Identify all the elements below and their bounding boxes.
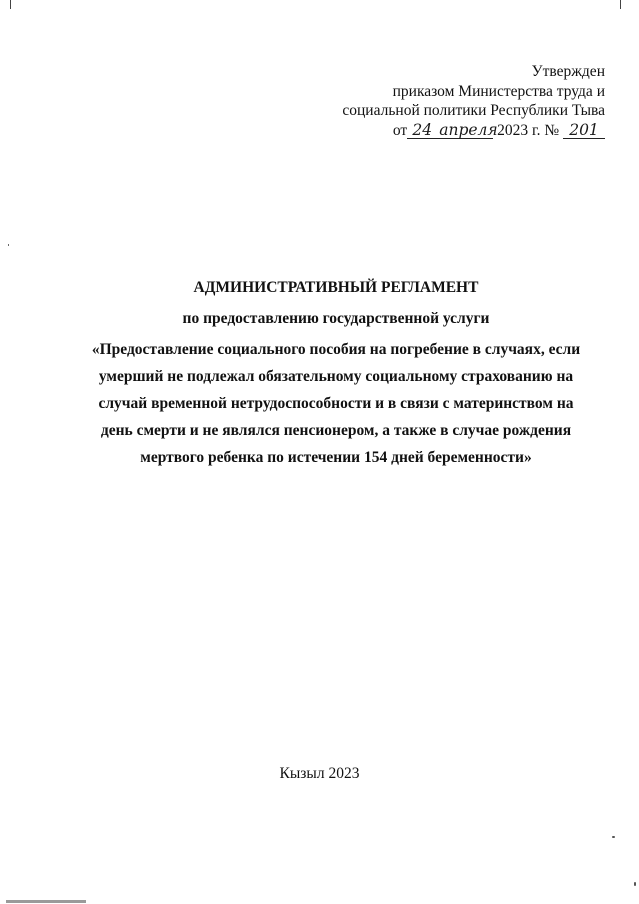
handwritten-order-number: 201 [563,122,605,139]
handwritten-month: апреля [439,120,498,139]
handwritten-day: 24 [407,122,437,139]
scan-edge-mark-bottom [6,900,86,903]
scan-speck [612,836,615,838]
approval-stamp-block [342,62,605,140]
document-subtitle: по предоставлению государственной услуги [182,310,490,327]
approval-heading: Утвержден [531,63,605,80]
scan-edge-mark-top-right [620,0,621,9]
service-name: «Предоставление социального пособия на погребение в случаях, если умерший не подлежал обязательному социальному страхованию на случай временной нетрудоспособности и в связи с материнством на день смерти и не являлся пенсионером, а также в случае рождения мертвого ребенка по истечении 154 дней беременности» [91,341,581,466]
approval-order-line: приказом Министерства труда и [392,82,605,100]
date-year-and-number-label: 2023 г. № [497,121,560,139]
date-prefix: от [392,121,408,139]
scan-speck [634,882,636,886]
approval-ministry-line: социальной политики Республики Тыва [342,102,605,119]
title-block [30,278,639,471]
document-title: АДМИНИСТРАТИВНЫЙ РЕГЛАМЕНТ [193,279,479,296]
place-and-year: Кызыл 2023 [279,765,360,782]
scan-speck [8,244,9,246]
scan-edge-mark-top-left [10,0,11,9]
approval-date-line [342,121,605,141]
